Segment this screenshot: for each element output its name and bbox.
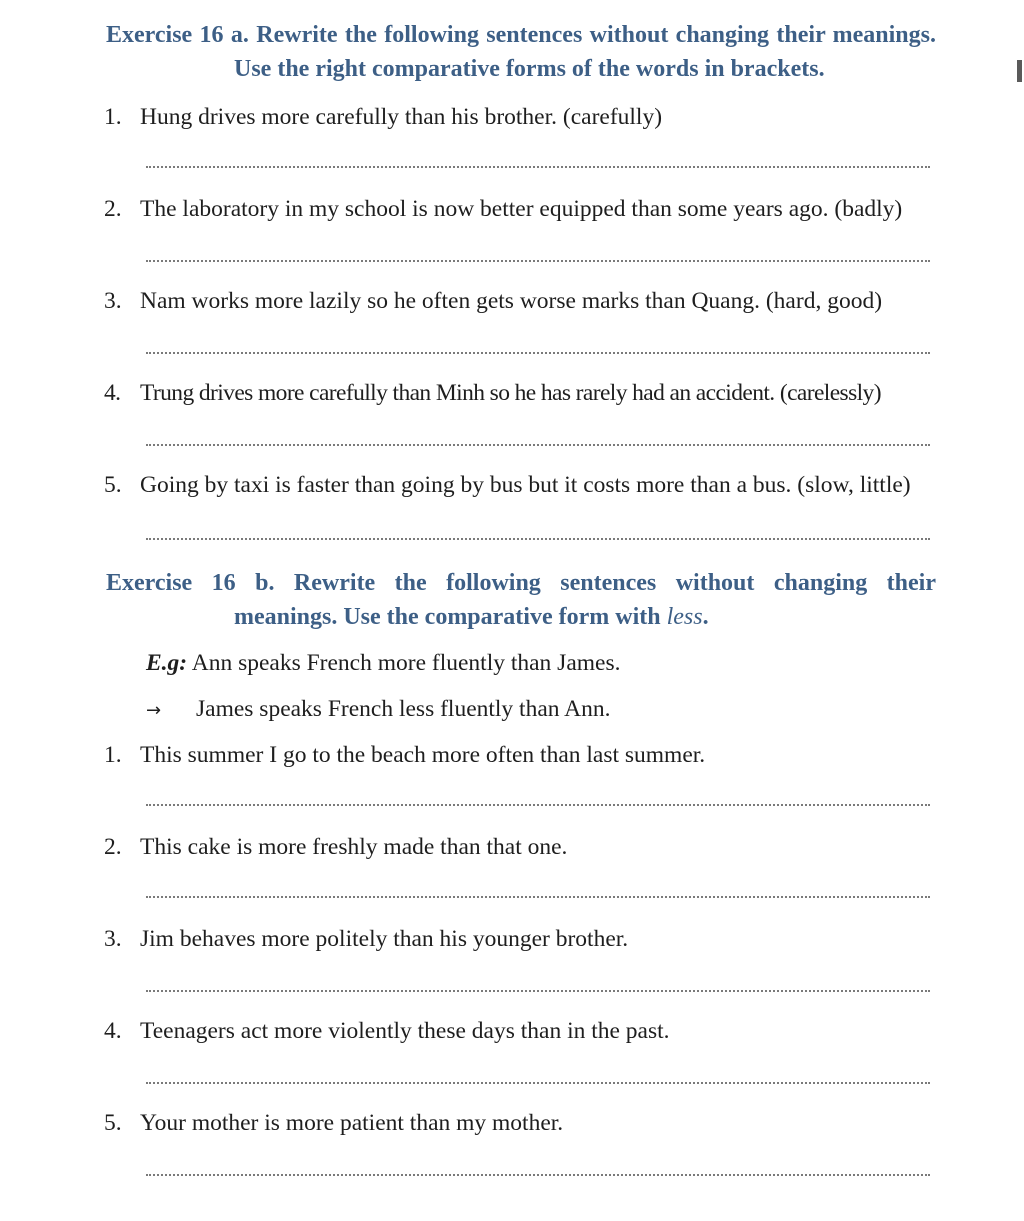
exercise-a-item-1 xyxy=(104,102,944,132)
exercise-b-item-5 xyxy=(104,1108,944,1138)
example-text: Ann speaks French more fluently than James. xyxy=(191,650,621,676)
item-number: 4. xyxy=(104,1018,122,1044)
exercise-b-item-4 xyxy=(104,1016,944,1046)
item-number: 5. xyxy=(104,472,122,498)
margin-mark xyxy=(1017,60,1022,82)
item-number: 2. xyxy=(104,196,122,222)
answer-line-b1[interactable] xyxy=(146,802,930,806)
item-text: This summer I go to the beach more often than last summer. xyxy=(140,742,706,768)
item-number: 3. xyxy=(104,288,122,314)
answer-line-b4[interactable] xyxy=(146,1080,930,1084)
exercise-a-item-5 xyxy=(104,470,944,500)
item-text: Your mother is more patient than my mother. xyxy=(140,1110,564,1136)
exercise-a-title xyxy=(106,18,936,86)
item-text: Going by taxi is faster than going by bus but it costs more than a bus. (slow, little) xyxy=(140,472,911,498)
exercise-b-title-line2 xyxy=(106,600,936,634)
exercise-b-title-line1: Exercise 16 b. Rewrite the following sentences without changing their xyxy=(106,570,936,596)
item-text: This cake is more freshly made than that one. xyxy=(140,834,568,860)
item-text: Teenagers act more violently these days than in the past. xyxy=(140,1018,670,1044)
item-number: 1. xyxy=(104,742,122,768)
exercise-b-item-2 xyxy=(104,832,944,862)
item-number: 3. xyxy=(104,926,122,952)
answer-line-a2[interactable] xyxy=(146,258,930,262)
title-text: meanings. Use the comparative form with xyxy=(234,604,667,630)
answer-line-a5[interactable] xyxy=(146,536,930,540)
exercise-b-item-1 xyxy=(104,740,944,770)
answer-line-b5[interactable] xyxy=(146,1172,930,1176)
item-text: Nam works more lazily so he often gets worse marks than Quang. (hard, good) xyxy=(140,288,883,314)
item-text: The laboratory in my school is now better equipped than some years ago. (badly) xyxy=(140,196,903,222)
exercise-a-item-4 xyxy=(104,378,944,408)
title-period: . xyxy=(702,604,709,630)
answer-line-a1[interactable] xyxy=(146,164,930,168)
example-sentence xyxy=(146,648,621,678)
item-text: Jim behaves more politely than his younger brother. xyxy=(140,926,629,952)
item-number: 5. xyxy=(104,1110,122,1136)
exercise-b-item-3 xyxy=(104,924,944,954)
answer-line-b2[interactable] xyxy=(146,894,930,898)
exercise-a-title-line2: Use the right comparative forms of the words in brackets. xyxy=(234,56,825,82)
example-answer-text: James speaks French less fluently than Ann. xyxy=(196,696,611,722)
answer-line-b3[interactable] xyxy=(146,988,930,992)
example-label: E.g: xyxy=(146,650,188,676)
item-number: 1. xyxy=(104,104,122,130)
example-answer xyxy=(146,694,610,726)
exercise-a-item-3 xyxy=(104,286,944,316)
exercise-a-item-2 xyxy=(104,194,944,224)
exercise-b-title xyxy=(106,566,936,634)
arrow-icon: → xyxy=(146,700,162,721)
item-text: Hung drives more carefully than his brother. (carefully) xyxy=(140,104,663,130)
title-emphasis: less xyxy=(666,604,703,630)
item-number: 4. xyxy=(104,380,121,406)
item-number: 2. xyxy=(104,834,122,860)
answer-line-a4[interactable] xyxy=(146,442,930,446)
answer-line-a3[interactable] xyxy=(146,350,930,354)
exercise-a-title-line1: Exercise 16 a. Rewrite the following sentences without changing their meanings. xyxy=(106,22,936,48)
item-text: Trung drives more carefully than Minh so he has rarely had an accident. (carelessly) xyxy=(140,380,881,406)
